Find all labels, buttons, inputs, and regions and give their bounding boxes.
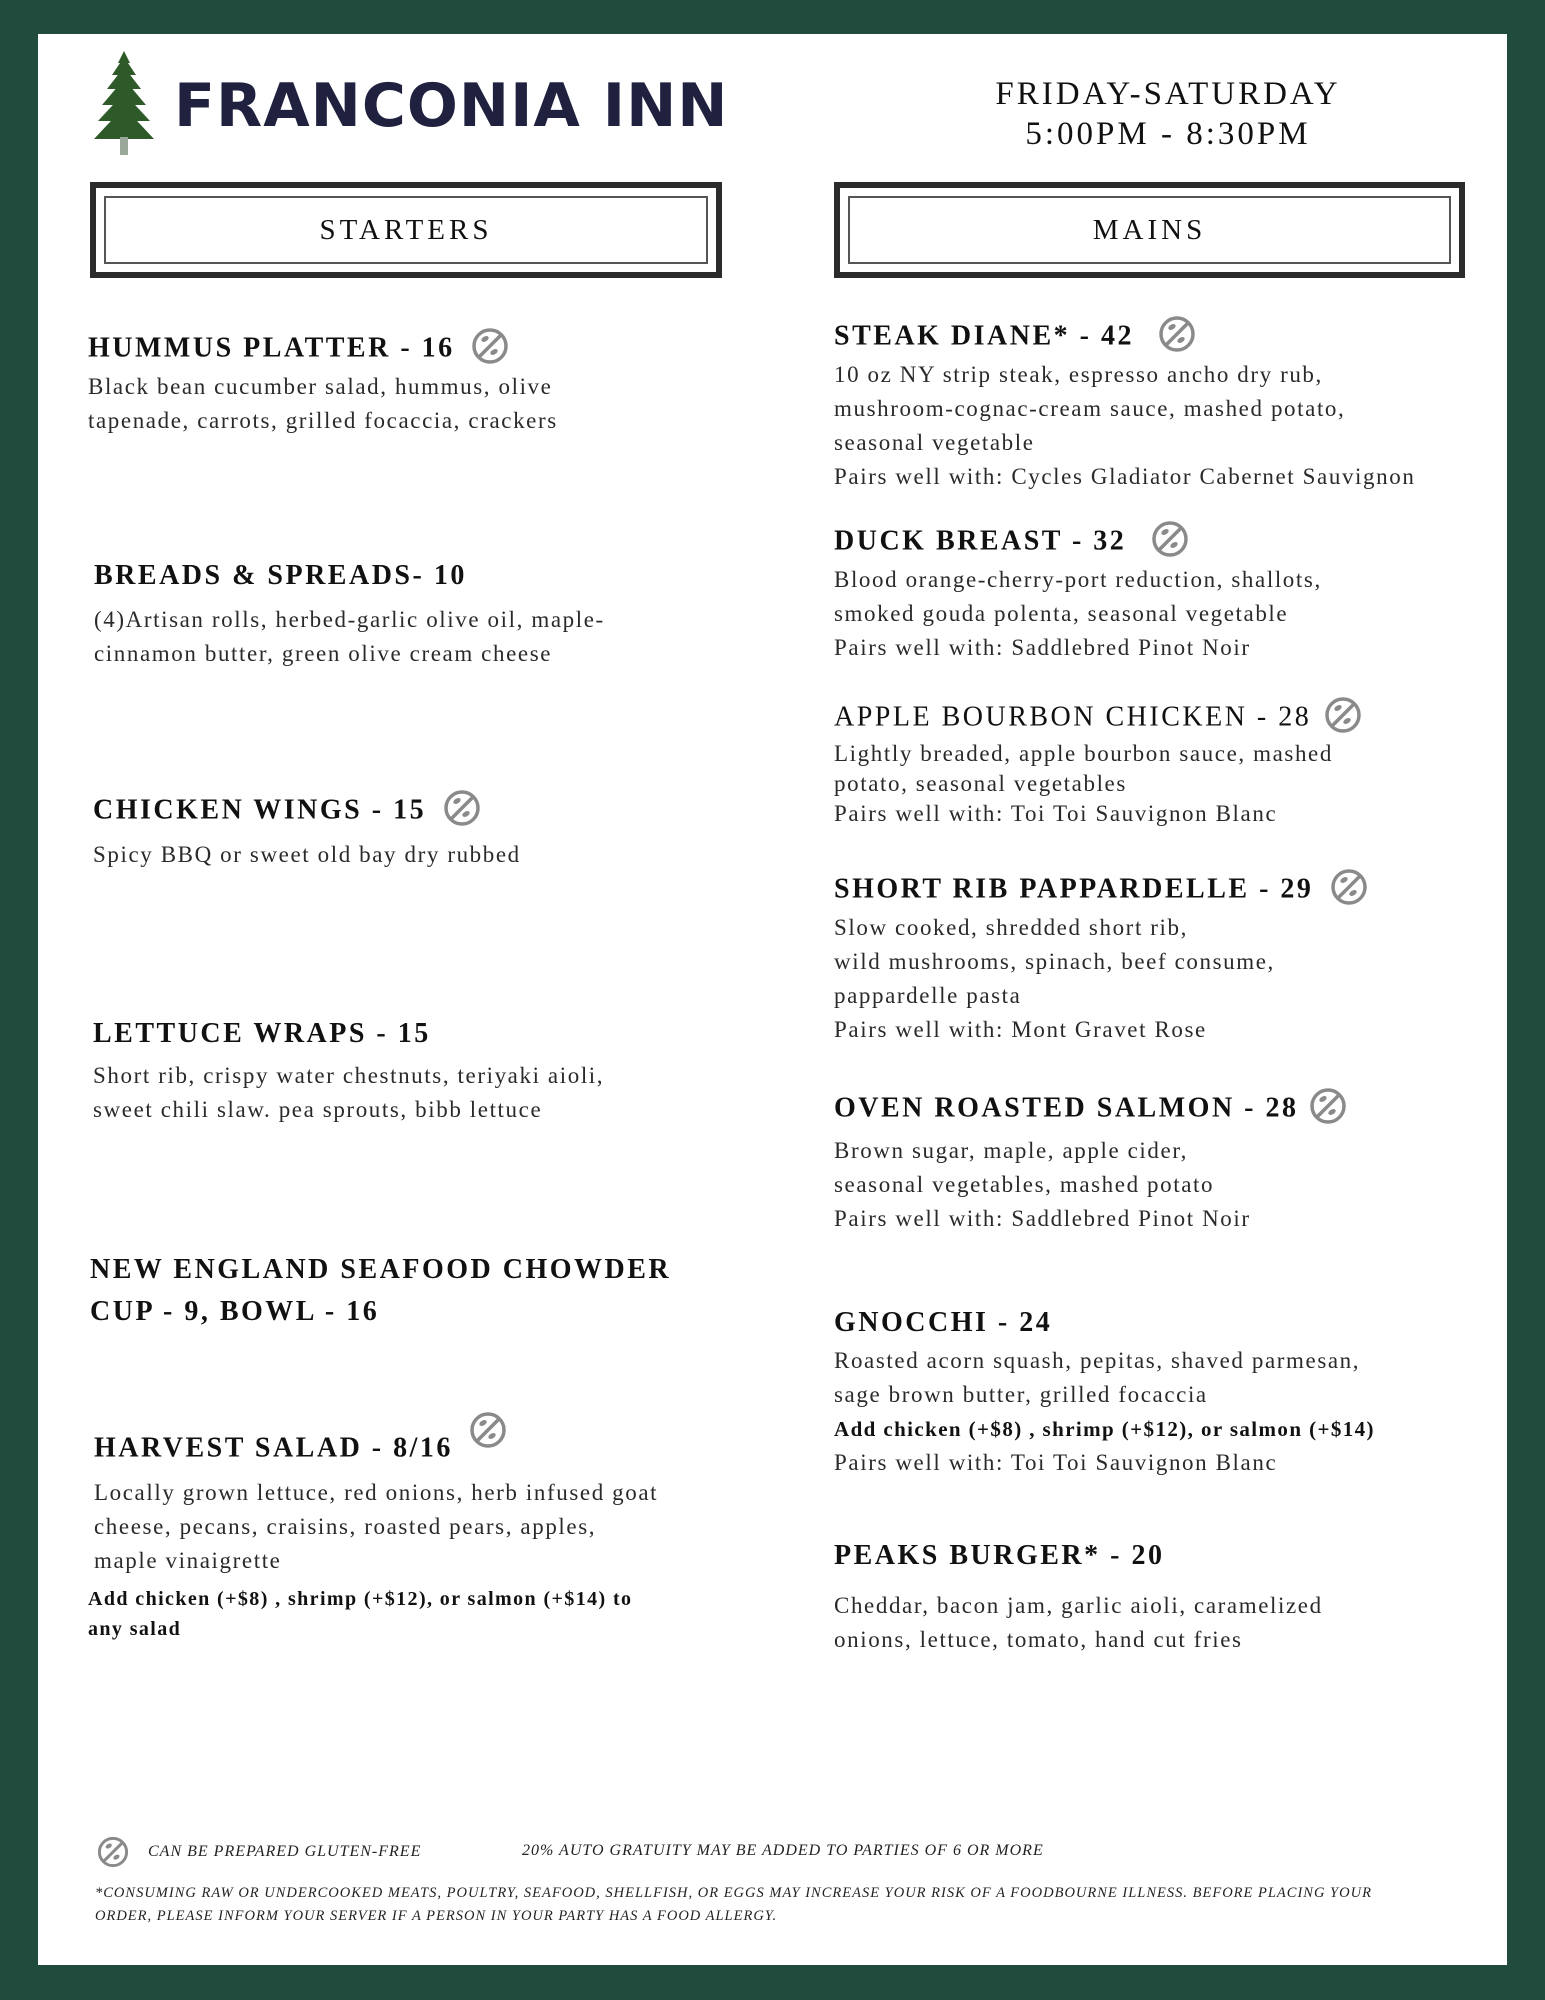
description-line: onions, lettuce, tomato, hand cut fries xyxy=(834,1627,1243,1652)
description-line: tapenade, carrots, grilled focaccia, crackers xyxy=(88,408,558,433)
description-line: mushroom-cognac-cream sauce, mashed potato, xyxy=(834,396,1346,421)
gnocchi-addon-note: Add chicken (+$8) , shrimp (+$12), or salmon (+$14) xyxy=(834,1417,1375,1441)
description-line: 10 oz NY strip steak, espresso ancho dry rub, xyxy=(834,362,1323,387)
description-line: Spicy BBQ or sweet old bay dry rubbed xyxy=(93,842,521,867)
service-time: 5:00PM - 8:30PM xyxy=(1025,116,1311,152)
description-line: Roasted acorn squash, pepitas, shaved parmesan, xyxy=(834,1348,1361,1373)
item-name: HUMMUS PLATTER - 16 xyxy=(88,332,455,364)
wine-pairing: Pairs well with: Toi Toi Sauvignon Blanc xyxy=(834,1450,1278,1475)
item-name: CHICKEN WINGS - 15 xyxy=(93,794,427,826)
menu-item-chicken-wings xyxy=(93,792,733,872)
item-name: PEAKS BURGER* - 20 xyxy=(834,1540,1165,1571)
menu-item-gnocchi xyxy=(834,1306,1514,1480)
item-description xyxy=(834,1344,1514,1480)
item-title xyxy=(88,330,728,370)
item-description xyxy=(834,1589,1514,1657)
starters-title: STARTERS xyxy=(104,196,708,264)
wine-pairing: Pairs well with: Saddlebred Pinot Noir xyxy=(834,635,1251,660)
menu-item-steak-diane xyxy=(834,318,1514,494)
item-price: CUP - 9, BOWL - 16 xyxy=(90,1296,380,1327)
gluten-free-icon xyxy=(1157,314,1197,354)
description-line: Slow cooked, shredded short rib, xyxy=(834,915,1188,940)
item-name: GNOCCHI - 24 xyxy=(834,1307,1053,1338)
gratuity-note: 20% AUTO GRATUITY MAY BE ADDED TO PARTIES OF 6 OR MORE xyxy=(522,1842,1044,1859)
gluten-free-legend xyxy=(96,1835,421,1869)
item-name: LETTUCE WRAPS - 15 xyxy=(93,1018,431,1049)
description-line: seasonal vegetables, mashed potato xyxy=(834,1172,1215,1197)
item-title xyxy=(834,699,1514,739)
description-line: pappardelle pasta xyxy=(834,983,1022,1008)
menu-item-oven-roasted-salmon xyxy=(834,1090,1514,1236)
description-line: sweet chili slaw. pea sprouts, bibb lettuce xyxy=(93,1097,543,1122)
description-line: wild mushrooms, spinach, beef consume, xyxy=(834,949,1275,974)
item-description xyxy=(834,563,1514,665)
menu-item-peaks-burger xyxy=(834,1539,1514,1657)
item-title xyxy=(834,871,1514,911)
description-line: (4)Artisan rolls, herbed-garlic olive oil, maple- xyxy=(94,607,605,632)
item-title xyxy=(94,1430,774,1470)
item-description xyxy=(88,370,728,438)
gluten-free-icon xyxy=(1329,867,1369,907)
description-line: maple vinaigrette xyxy=(94,1548,282,1573)
addon-line: any salad xyxy=(88,1618,182,1640)
description-line: cheese, pecans, craisins, roasted pears, apples, xyxy=(94,1514,597,1539)
gluten-free-icon xyxy=(1323,695,1363,735)
item-title xyxy=(834,1090,1514,1130)
description-line: Locally grown lettuce, red onions, herb infused goat xyxy=(94,1480,659,1505)
disclaimer-line: ORDER, PLEASE INFORM YOUR SERVER IF A PERSON IN YOUR PARTY HAS A FOOD ALLERGY. xyxy=(95,1908,778,1924)
menu-item-apple-bourbon-chicken xyxy=(834,699,1514,829)
menu-item-short-rib-pappardelle xyxy=(834,871,1514,1047)
item-title xyxy=(93,792,733,832)
item-title xyxy=(834,318,1514,358)
addon-line: Add chicken (+$8) , shrimp (+$12), or salmon (+$14) to xyxy=(88,1588,633,1610)
gluten-free-icon xyxy=(96,1835,130,1869)
item-name: NEW ENGLAND SEAFOOD CHOWDER xyxy=(90,1254,672,1285)
item-name: APPLE BOURBON CHICKEN - 28 xyxy=(834,701,1312,733)
description-line: Lightly breaded, apple bourbon sauce, mashed xyxy=(834,741,1333,766)
menu-page xyxy=(38,34,1507,1965)
item-description xyxy=(834,739,1514,829)
service-hours xyxy=(938,74,1398,154)
item-name: STEAK DIANE* - 42 xyxy=(834,320,1134,352)
food-safety-disclaimer xyxy=(95,1882,1435,1928)
legend-text: CAN BE PREPARED GLUTEN-FREE xyxy=(148,1843,422,1860)
gluten-free-icon xyxy=(468,1410,508,1450)
item-description xyxy=(834,1134,1514,1236)
item-description xyxy=(834,911,1514,1047)
description-line: sage brown butter, grilled focaccia xyxy=(834,1382,1208,1407)
item-description xyxy=(93,838,733,872)
brand-name: FRANCONIA INN xyxy=(174,71,729,141)
service-days: FRIDAY-SATURDAY xyxy=(995,76,1341,112)
starters-header xyxy=(90,182,722,278)
description-line: Cheddar, bacon jam, garlic aioli, caramelized xyxy=(834,1593,1323,1618)
item-description xyxy=(93,1059,733,1127)
item-name: OVEN ROASTED SALMON - 28 xyxy=(834,1092,1299,1124)
item-name: DUCK BREAST - 32 xyxy=(834,525,1127,557)
item-description xyxy=(94,603,734,671)
description-line: Brown sugar, maple, apple cider, xyxy=(834,1138,1189,1163)
salad-addon-note xyxy=(88,1584,774,1644)
description-line: Blood orange-cherry-port reduction, shallots, xyxy=(834,567,1322,592)
disclaimer-line: *CONSUMING RAW OR UNDERCOOKED MEATS, POULTRY, SEAFOOD, SHELLFISH, OR EGGS MAY INCREASE YOUR RISK OF A FOODBOURNE ILLNESS. BEFORE PLACING YOUR xyxy=(95,1885,1372,1901)
wine-pairing: Pairs well with: Cycles Gladiator Cabernet Sauvignon xyxy=(834,464,1416,489)
gluten-free-icon xyxy=(470,326,510,366)
gluten-free-icon xyxy=(1150,519,1190,559)
description-line: seasonal vegetable xyxy=(834,430,1035,455)
menu-item-lettuce-wraps xyxy=(93,1017,733,1127)
item-title xyxy=(834,523,1514,563)
menu-item-hummus-platter xyxy=(88,330,728,438)
gluten-free-icon xyxy=(442,788,482,828)
item-description xyxy=(834,358,1514,494)
description-line: potato, seasonal vegetables xyxy=(834,771,1127,796)
item-name: SHORT RIB PAPPARDELLE - 29 xyxy=(834,873,1314,905)
item-description xyxy=(94,1476,774,1578)
menu-item-breads-spreads xyxy=(94,559,734,671)
menu-item-harvest-salad xyxy=(88,1430,774,1644)
item-name: BREADS & SPREADS- 10 xyxy=(94,560,467,591)
wine-pairing: Pairs well with: Toi Toi Sauvignon Blanc xyxy=(834,801,1278,826)
gluten-free-icon xyxy=(1308,1086,1348,1126)
mains-header xyxy=(834,182,1465,278)
description-line: Short rib, crispy water chestnuts, teriyaki aioli, xyxy=(93,1063,605,1088)
wine-pairing: Pairs well with: Saddlebred Pinot Noir xyxy=(834,1206,1251,1231)
logo xyxy=(92,46,729,166)
menu-item-duck-breast xyxy=(834,523,1514,665)
description-line: smoked gouda polenta, seasonal vegetable xyxy=(834,601,1289,626)
pine-tree-icon xyxy=(92,49,156,164)
description-line: Black bean cucumber salad, hummus, olive xyxy=(88,374,553,399)
item-name: HARVEST SALAD - 8/16 xyxy=(94,1432,453,1464)
wine-pairing: Pairs well with: Mont Gravet Rose xyxy=(834,1017,1207,1042)
menu-item-seafood-chowder xyxy=(90,1249,750,1333)
mains-title: MAINS xyxy=(848,196,1451,264)
description-line: cinnamon butter, green olive cream cheese xyxy=(94,641,553,666)
